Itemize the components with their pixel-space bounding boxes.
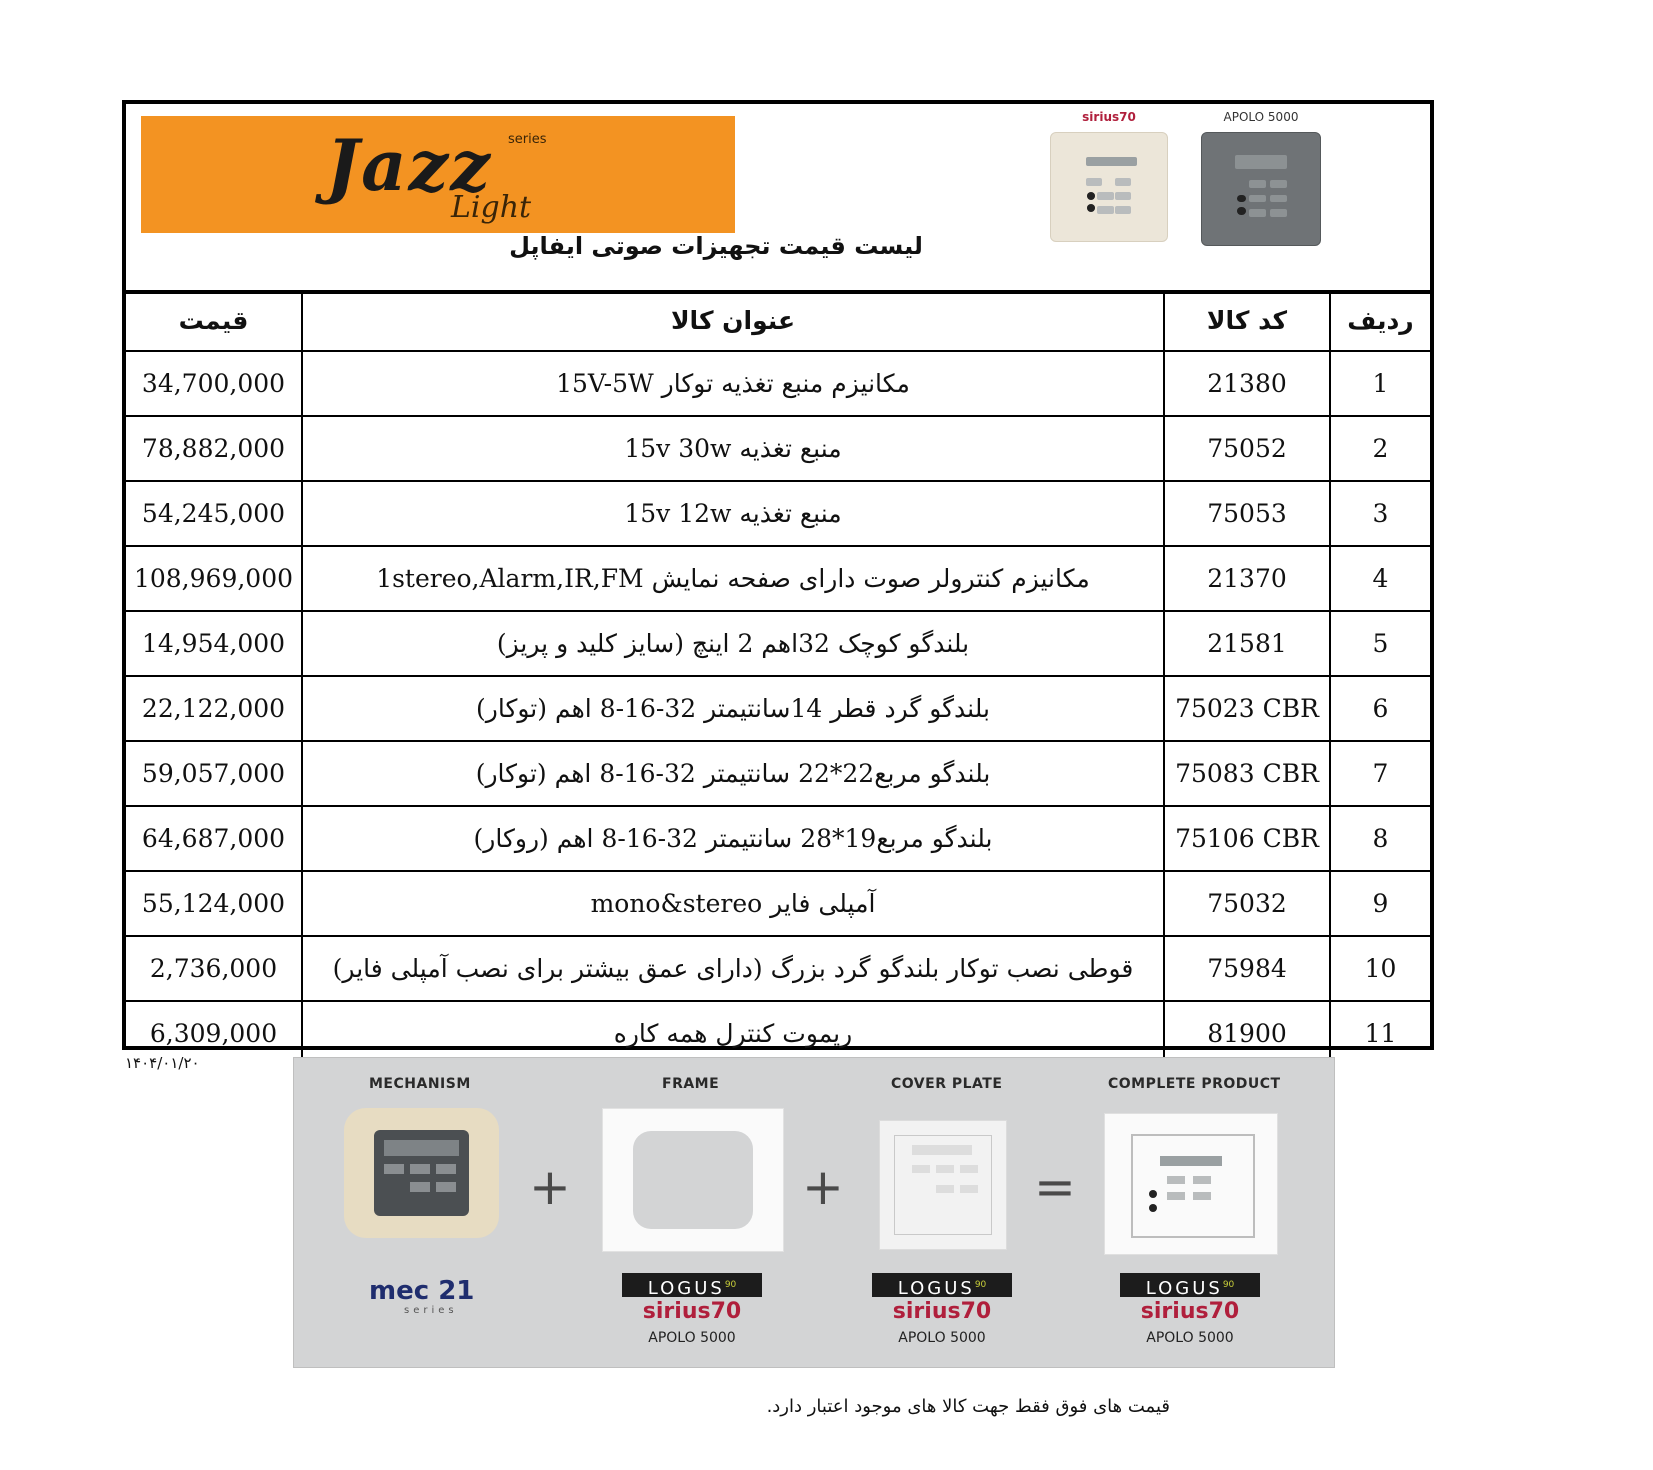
- cell-name: بلندگو گرد قطر 14سانتیمتر 32-16-8 اهم (توکار): [302, 676, 1164, 741]
- cell-price: 34,700,000: [126, 351, 302, 416]
- document-date: ۱۴۰۴/۰۱/۲۰: [125, 1054, 200, 1072]
- cell-price: 22,122,000: [126, 676, 302, 741]
- cell-name: بلندگو کوچک 32اهم 2 اینچ (سایز کلید و پریز): [302, 611, 1164, 676]
- logus-logo-text: LOGUS: [647, 1278, 725, 1299]
- cell-name: منبع تغذیه 15v 30w: [302, 416, 1164, 481]
- cell-price: 6,309,000: [126, 1001, 302, 1065]
- logus-logo-text: LOGUS: [897, 1278, 975, 1299]
- sheet-title: لیست قیمت تجهیزات صوتی ایفاپل: [509, 232, 923, 260]
- mec21-logo: mec 21: [369, 1276, 475, 1306]
- table-row: [126, 806, 1430, 871]
- price-sheet: [122, 100, 1434, 1050]
- table-row: [126, 546, 1430, 611]
- cell-code: 75053: [1164, 481, 1330, 546]
- cell-code: 21581: [1164, 611, 1330, 676]
- label-cover-plate: COVER PLATE: [891, 1076, 1003, 1092]
- product-composition-strip: [293, 1057, 1335, 1368]
- cell-row: 6: [1330, 676, 1430, 741]
- cell-price: 64,687,000: [126, 806, 302, 871]
- logo-series: series: [508, 132, 547, 147]
- cell-code: 75083 CBR: [1164, 741, 1330, 806]
- apolo5000-logo: APOLO 5000: [648, 1330, 736, 1346]
- label-complete-product: COMPLETE PRODUCT: [1108, 1076, 1281, 1092]
- label-frame: FRAME: [662, 1076, 720, 1092]
- label-mechanism: MECHANISM: [369, 1076, 471, 1092]
- table-header-row: [126, 290, 1430, 351]
- cell-code: 75032: [1164, 871, 1330, 936]
- product-thumb-sirius70: [1049, 110, 1169, 242]
- cell-name: بلندگو مربع22*22 سانتیمتر 32-16-8 اهم (توکار): [302, 741, 1164, 806]
- cell-code: 75052: [1164, 416, 1330, 481]
- cell-price: 78,882,000: [126, 416, 302, 481]
- cell-code: 75984: [1164, 936, 1330, 1001]
- cell-code: 75023 CBR: [1164, 676, 1330, 741]
- table-row: [126, 936, 1430, 1001]
- switch-plate-image: [1050, 132, 1168, 242]
- cell-row: 11: [1330, 1001, 1430, 1065]
- table-row: [126, 676, 1430, 741]
- cell-price: 59,057,000: [126, 741, 302, 806]
- sirius70-logo: sirius70: [892, 1299, 992, 1324]
- mec21-logo-sub: series: [404, 1305, 458, 1316]
- apolo5000-logo: APOLO 5000: [1146, 1330, 1234, 1346]
- sheet-header: [126, 104, 1430, 294]
- logo-light: Light: [451, 190, 532, 225]
- cell-price: 108,969,000: [126, 546, 302, 611]
- product-caption: sirius70: [1082, 110, 1136, 124]
- table-row: [126, 611, 1430, 676]
- logus-logo: [1120, 1273, 1260, 1297]
- switch-plate-image: [1201, 132, 1321, 246]
- product-caption: APOLO 5000: [1223, 110, 1299, 124]
- logo-word: Jazz: [326, 124, 492, 207]
- table-row: [126, 871, 1430, 936]
- cell-name: ریموت کنترل همه کاره: [302, 1001, 1164, 1065]
- cell-row: 3: [1330, 481, 1430, 546]
- logus-logo-text: LOGUS: [1145, 1278, 1223, 1299]
- frame-image: [602, 1108, 784, 1252]
- complete-product-image: [1104, 1113, 1278, 1255]
- cell-code: 81900: [1164, 1001, 1330, 1065]
- product-thumb-apolo5000: [1199, 110, 1323, 246]
- table-row: [126, 1001, 1430, 1065]
- logus-logo: [872, 1273, 1012, 1297]
- table-row: [126, 351, 1430, 416]
- cell-name: بلندگو مربع19*28 سانتیمتر 32-16-8 اهم (روکار): [302, 806, 1164, 871]
- table-row: [126, 481, 1430, 546]
- cell-name: آمپلی فایر mono&stereo: [302, 871, 1164, 936]
- cell-name: مکانیزم منبع تغذیه توکار 15V-5W: [302, 351, 1164, 416]
- plus-sign: +: [802, 1158, 844, 1216]
- plus-sign: +: [529, 1158, 571, 1216]
- cell-row: 9: [1330, 871, 1430, 936]
- logus-logo-sup: 90: [1222, 1280, 1235, 1290]
- cell-code: 21380: [1164, 351, 1330, 416]
- cell-row: 1: [1330, 351, 1430, 416]
- table-row: [126, 741, 1430, 806]
- cell-row: 2: [1330, 416, 1430, 481]
- sirius70-logo: sirius70: [1140, 1299, 1240, 1324]
- column-header-name: عنوان کالا: [302, 290, 1164, 351]
- cell-code: 21370: [1164, 546, 1330, 611]
- logus-logo-sup: 90: [974, 1280, 987, 1290]
- cell-name: منبع تغذیه 15v 12w: [302, 481, 1164, 546]
- jazz-light-logo: [141, 116, 735, 233]
- sirius70-logo: sirius70: [642, 1299, 742, 1324]
- cell-name: مکانیزم کنترولر صوت دارای صفحه نمایش 1stereo,Alarm,IR,FM: [302, 546, 1164, 611]
- cell-row: 8: [1330, 806, 1430, 871]
- cell-price: 54,245,000: [126, 481, 302, 546]
- equals-sign: =: [1034, 1158, 1076, 1216]
- footnote: قیمت های فوق فقط جهت کالا های موجود اعتبار دارد.: [766, 1396, 1170, 1417]
- column-header-code: کد کالا: [1164, 290, 1330, 351]
- logus-logo: [622, 1273, 762, 1297]
- cell-code: 75106 CBR: [1164, 806, 1330, 871]
- cell-row: 7: [1330, 741, 1430, 806]
- cell-row: 10: [1330, 936, 1430, 1001]
- price-table: [126, 290, 1430, 1065]
- cell-row: 4: [1330, 546, 1430, 611]
- column-header-price: قیمت: [126, 290, 302, 351]
- logus-logo-sup: 90: [724, 1280, 737, 1290]
- cell-price: 14,954,000: [126, 611, 302, 676]
- apolo5000-logo: APOLO 5000: [898, 1330, 986, 1346]
- mechanism-image: [344, 1108, 499, 1238]
- cover-plate-image: [879, 1120, 1007, 1250]
- cell-price: 55,124,000: [126, 871, 302, 936]
- table-row: [126, 416, 1430, 481]
- cell-name: قوطی نصب توکار بلندگو گرد بزرگ (دارای عمق بیشتر برای نصب آمپلی فایر): [302, 936, 1164, 1001]
- column-header-row: ردیف: [1330, 290, 1430, 351]
- cell-price: 2,736,000: [126, 936, 302, 1001]
- cell-row: 5: [1330, 611, 1430, 676]
